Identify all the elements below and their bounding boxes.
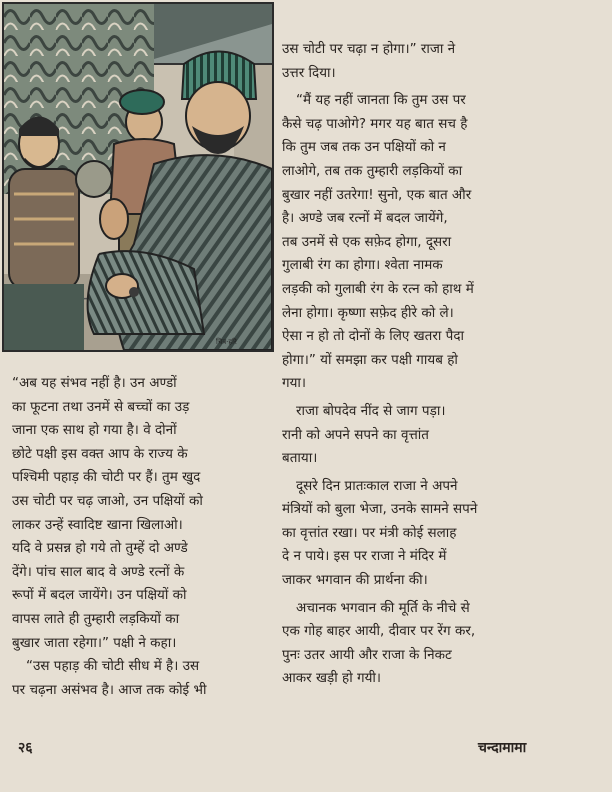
story-paragraph: “उस पहाड़ की चोटी सीध में है। उस पर चढ़ना असंभव है। आज तक कोई भी: [12, 658, 207, 698]
page-number: २६: [18, 740, 33, 756]
magazine-name: चन्दामामा: [478, 740, 527, 756]
story-illustration: [2, 2, 274, 352]
illustrator-signature: चित्र·हरि: [216, 338, 237, 346]
right-text-column: [282, 38, 554, 691]
story-paragraph: दूसरे दिन प्रातःकाल राजा ने अपने मंत्रियों को बुला भेजा, उनके सामने सपने का वृत्तांत रखा। पर मंत्री कोई सलाह दे न पाये। इस पर राजा ने मंदिर में जाकर भगवान की प्रार्थना की।: [282, 477, 478, 589]
story-paragraph: राजा बोपदेव नींद से जाग पड़ा। रानी को अपने सपने का वृत्तांत बताया।: [282, 402, 446, 467]
story-paragraph: “अब यह संभव नहीं है। उन अण्डों का फूटना तथा उनमें से बच्चों का उड़ जाना एक साथ हो गया है। वे दोनों छोटे पक्षी इस वक्त आप के राज्य के पश्चिमी पहाड़ की चोटी पर हैं। तुम खुद उस चोटी पर चढ़ जाओ, उन पक्षियों को लाकर उन्हें स्वादिष्ट खाना खिलाओ। यदि वे प्रसन्न हो गये तो तुम्हें दो अण्डे देंगे। पांच साल बाद वे अण्डे रत्नों के रूपों में बदल जायेंगे। उन पक्षियों को वापस लाते ही तुम्हारी लड़कियों का बुखार जाता रहेगा।” पक्षी ने कहा।: [12, 375, 203, 651]
illustration-drawing: [4, 4, 272, 350]
story-paragraph: अचानक भगवान की मूर्ति के नीचे से एक गोह बाहर आयी, दीवार पर रेंग कर, पुनः उतर आयी और राजा के निकट आकर खड़ी हो गयी।: [282, 599, 476, 687]
story-paragraph: उस चोटी पर चढ़ा न होगा।” राजा ने उत्तर दिया।: [282, 41, 456, 81]
left-text-column: [12, 372, 282, 702]
story-paragraph: “मैं यह नहीं जानता कि तुम उस पर कैसे चढ़ पाओगे? मगर यह बात सच है कि तुम जब तक उन पक्षियों को न लाओगे, तब तक तुम्हारी लड़कियों का बुखार नहीं उतरेगा! सुनो, एक बात और है। अण्डे जब रत्नों में बदल जायेंगे, तब उनमें से एक सफ़ेद होगा, दूसरा गुलाबी रंग का होगा। श्वेता नामक लड़की को गुलाबी रंग के रत्न को हाथ में लेना होगा। कृष्णा सफ़ेद हीरे को ले। ऐसा न हो तो दोनों के लिए खतरा पैदा होगा।” यों समझा कर पक्षी गायब हो गया।: [282, 92, 474, 392]
